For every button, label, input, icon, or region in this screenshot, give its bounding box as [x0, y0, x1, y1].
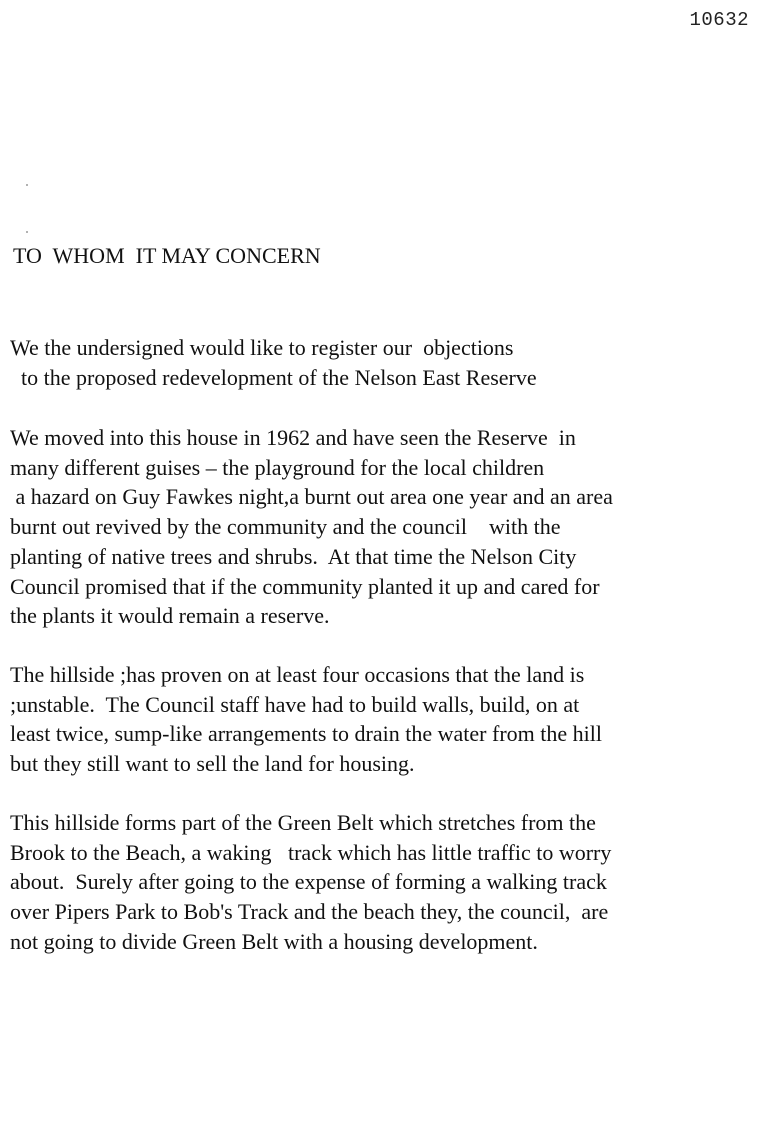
- paragraph-line: a hazard on Guy Fawkes night,a burnt out area one year and an area: [10, 484, 613, 510]
- paragraph-line: the plants it would remain a reserve.: [10, 603, 330, 629]
- page-id-number: 10632: [689, 9, 749, 31]
- paragraph-line: but they still want to sell the land for housing.: [10, 751, 415, 777]
- paragraph-line: This hillside forms part of the Green Belt which stretches from the: [10, 810, 596, 835]
- paragraph-hillside-stability: [10, 660, 770, 779]
- salutation-heading: TO WHOM IT MAY CONCERN: [13, 243, 321, 268]
- paragraph-line: ;unstable. The Council staff have had to build walls, build, on at: [10, 691, 580, 717]
- paragraph-line: least twice, sump-like arrangements to drain the water from the hill: [10, 721, 602, 747]
- scan-speck: [26, 184, 28, 186]
- scan-speck: [26, 231, 28, 233]
- paragraph-line: We the undersigned would like to register our objections: [10, 335, 514, 360]
- paragraph-history: [10, 423, 770, 631]
- paragraph-green-belt: [10, 808, 770, 957]
- paragraph-line: The hillside ;has proven on at least four occasions that the land is: [10, 662, 585, 687]
- paragraph-line: about. Surely after going to the expense of forming a walking track: [10, 869, 607, 895]
- paragraph-line: many different guises – the playground for the local children: [10, 454, 545, 480]
- paragraph-line: not going to divide Green Belt with a housing development.: [10, 928, 538, 954]
- paragraph-line: Council promised that if the community planted it up and cared for: [10, 573, 600, 599]
- paragraph-line: over Pipers Park to Bob's Track and the beach they, the council, are: [10, 899, 609, 925]
- paragraph-line: Brook to the Beach, a waking track which has little traffic to worry: [10, 839, 612, 865]
- paragraph-line: to the proposed redevelopment of the Nelson East Reserve: [10, 364, 537, 390]
- paragraph-line: burnt out revived by the community and the council with the: [10, 514, 561, 540]
- paragraph-line: We moved into this house in 1962 and have seen the Reserve in: [10, 425, 576, 450]
- paragraph-line: planting of native trees and shrubs. At that time the Nelson City: [10, 543, 577, 569]
- paragraph-objection: [10, 333, 770, 392]
